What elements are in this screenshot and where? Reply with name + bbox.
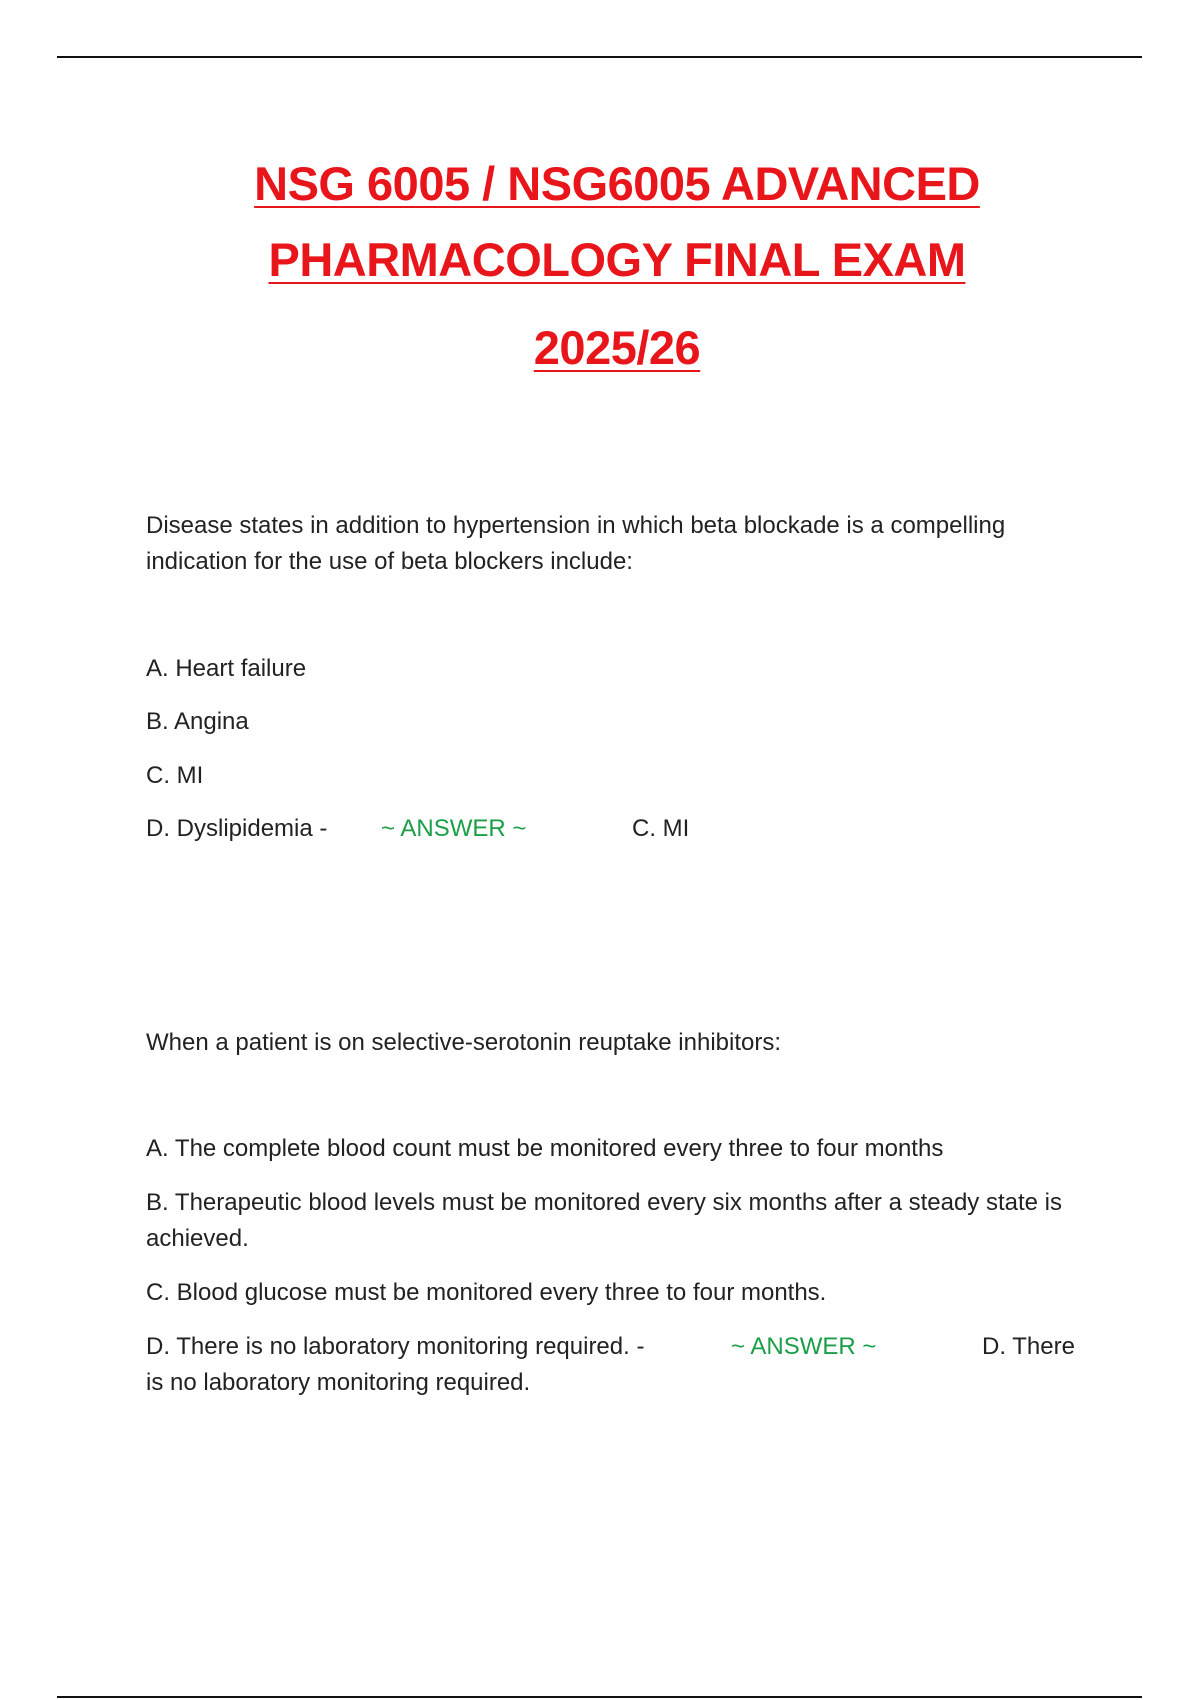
title-line-3: 2025/26 [533, 321, 701, 374]
question-1-answer: C. MI [632, 815, 690, 842]
question-2-answer-marker: ~ ANSWER ~ [731, 1333, 877, 1360]
title-line-1: NSG 6005 / NSG6005 ADVANCED [254, 157, 980, 210]
question-2-prompt: When a patient is on selective-serotonin reuptake inhibitors: [146, 1029, 782, 1056]
question-2-option-a: A. The complete blood count must be monitored every three to four months [146, 1135, 944, 1162]
question-1-prompt: Disease states in addition to hypertension in which beta blockade is a compelling indication for the use of beta blockers include: [146, 512, 1006, 575]
question-2-answer-part1: D. There [982, 1333, 1075, 1360]
question-2-option-d: D. There is no laboratory monitoring required. - [146, 1333, 645, 1360]
question-2-option-d-row [146, 1329, 1086, 1401]
question-1-option-a: A. Heart failure [146, 655, 307, 682]
question-2-answer-part2: is no laboratory monitoring required. [146, 1369, 531, 1396]
question-1-answer-marker: ~ ANSWER ~ [381, 815, 527, 842]
document-title [0, 146, 1200, 386]
question-2-option-b: B. Therapeutic blood levels must be monitored every six months after a steady state is achieved. [146, 1189, 1063, 1252]
bottom-rule [57, 1696, 1142, 1698]
question-1-option-d: D. Dyslipidemia - [146, 815, 328, 842]
title-line-2: PHARMACOLOGY FINAL EXAM [268, 233, 966, 286]
question-1-option-b: B. Angina [146, 708, 249, 735]
top-rule [57, 56, 1142, 58]
question-1-option-c: C. MI [146, 762, 204, 789]
question-2-option-c: C. Blood glucose must be monitored every three to four months. [146, 1279, 827, 1306]
